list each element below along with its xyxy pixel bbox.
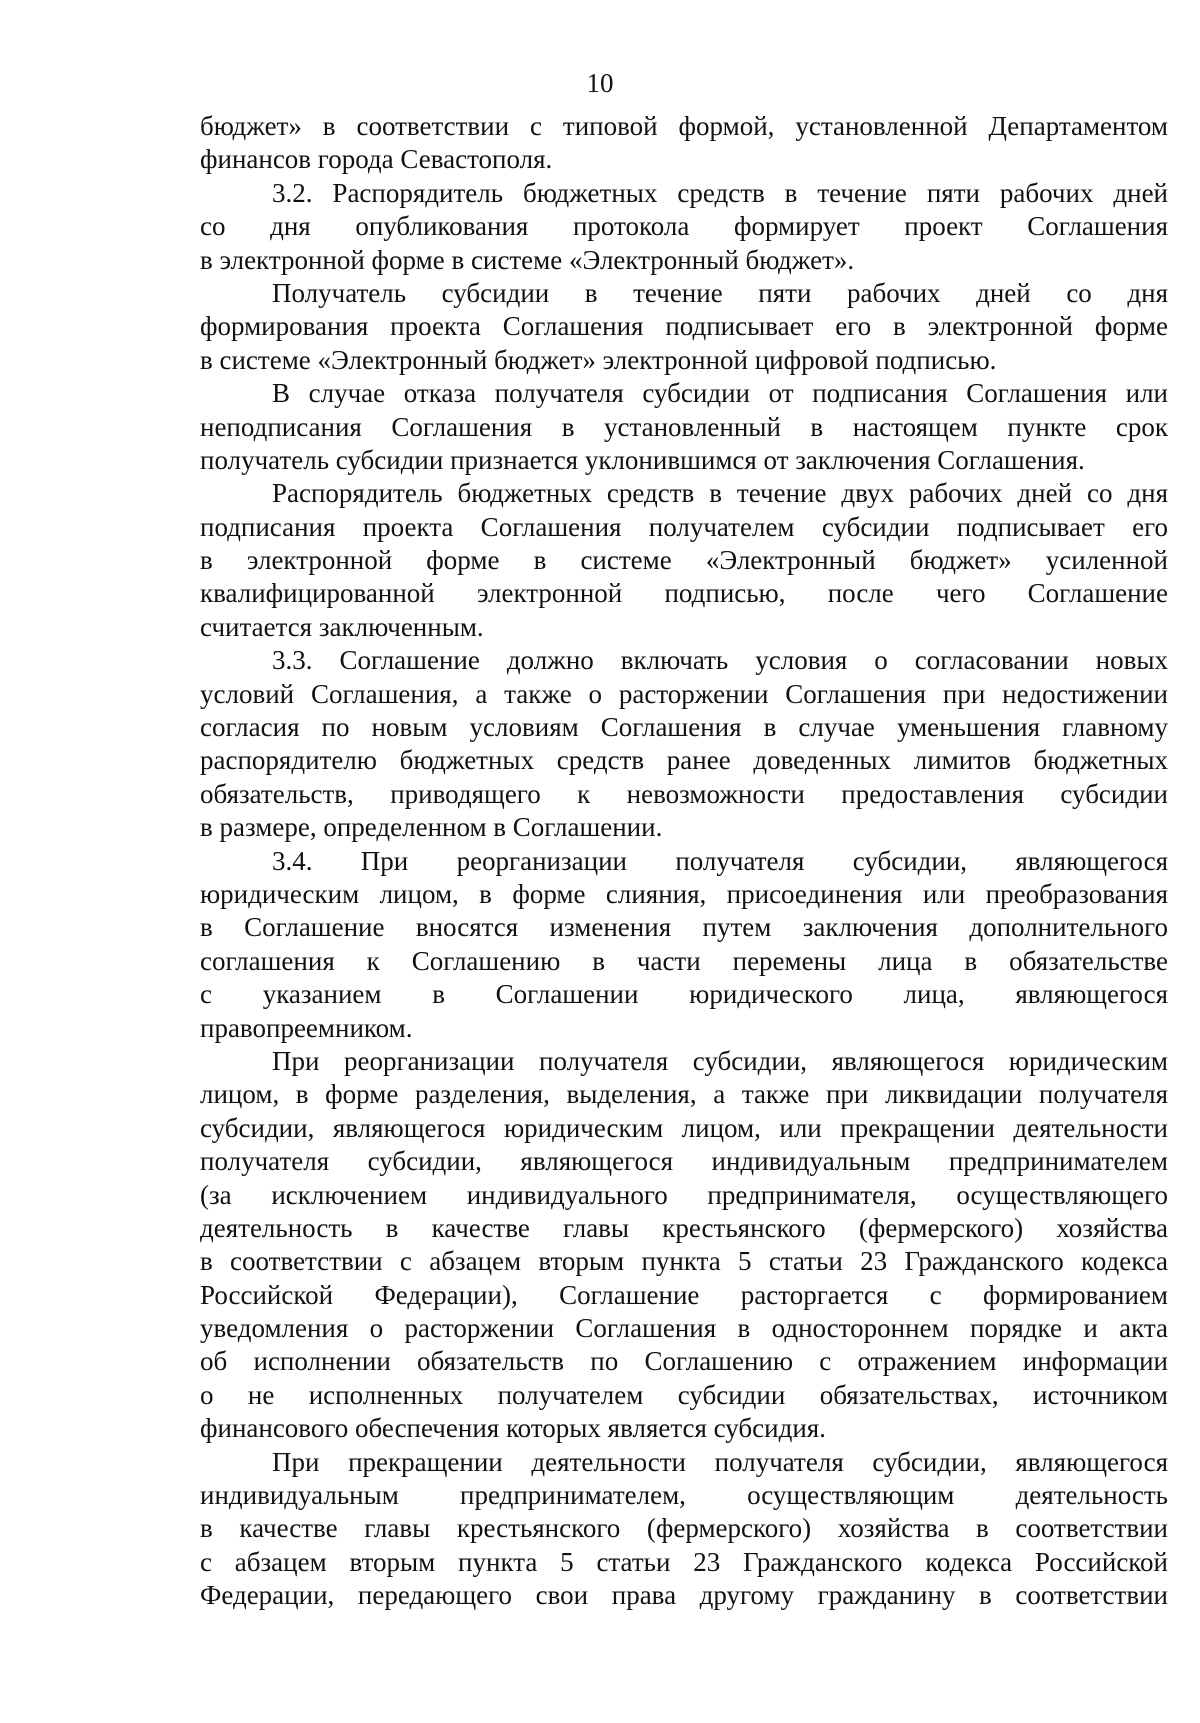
text-line: Российской Федерации), Соглашение расторгается с формированием: [200, 1279, 1168, 1310]
text-line: 3.4. При реорганизации получателя субсидии, являющегося: [272, 845, 1168, 876]
text-line: Федерации, передающего свои права другому гражданину в соответствии: [200, 1580, 1168, 1611]
text-line: с указанием в Соглашении юридического лица, являющегося: [200, 979, 1168, 1010]
text-line: индивидуальным предпринимателем, осуществляющим деятельность: [200, 1480, 1168, 1511]
text-line: распорядителю бюджетных средств ранее доведенных лимитов бюджетных: [200, 745, 1168, 776]
text-line: субсидии, являющегося юридическим лицом, или прекращении деятельности: [200, 1112, 1168, 1143]
paragraph: [200, 377, 1168, 477]
text-line: со дня опубликования протокола формирует проект Соглашения: [200, 211, 1168, 242]
text-line: При прекращении деятельности получателя субсидии, являющегося: [272, 1446, 1168, 1477]
text-line: При реорганизации получателя субсидии, являющегося юридическим: [272, 1045, 1168, 1076]
text-line: формирования проекта Соглашения подписывает его в электронной форме: [200, 311, 1168, 342]
text-line: в размере, определенном в Соглашении.: [200, 812, 663, 843]
paragraph: [200, 845, 1168, 1045]
text-line: юридическим лицом, в форме слияния, присоединения или преобразования: [200, 878, 1168, 909]
text-line: об исполнении обязательств по Соглашению с отражением информации: [200, 1346, 1168, 1377]
text-line: деятельность в качестве главы крестьянского (фермерского) хозяйства: [200, 1212, 1168, 1243]
text-line: с абзацем вторым пункта 5 статьи 23 Гражданского кодекса Российской: [200, 1546, 1168, 1577]
text-line: подписания проекта Соглашения получателем субсидии подписывает его: [200, 511, 1168, 542]
paragraph: [200, 477, 1168, 644]
text-line: в Соглашение вносятся изменения путем заключения дополнительного: [200, 912, 1168, 943]
text-line: получатель субсидии признается уклонившимся от заключения Соглашения.: [200, 444, 1085, 475]
text-line: неподписания Соглашения в установленный в настоящем пункте срок: [200, 411, 1168, 442]
text-line: в качестве главы крестьянского (фермерского) хозяйства в соответствии: [200, 1513, 1168, 1544]
text-line: условий Соглашения, а также о расторжении Соглашения при недостижении: [200, 678, 1168, 709]
text-line: (за исключением индивидуального предпринимателя, осуществляющего: [200, 1179, 1168, 1210]
paragraph: [200, 1045, 1168, 1446]
text-line: Получатель субсидии в течение пяти рабочих дней со дня: [272, 277, 1168, 308]
text-line: финансов города Севастополя.: [200, 144, 553, 175]
text-line: о не исполненных получателем субсидии обязательствах, источником: [200, 1379, 1168, 1410]
text-line: в электронной форме в системе «Электронный бюджет» усиленной: [200, 545, 1168, 576]
text-line: в системе «Электронный бюджет» электронной цифровой подписью.: [200, 344, 997, 375]
text-line: уведомления о расторжении Соглашения в одностороннем порядке и акта: [200, 1313, 1168, 1344]
text-line: 3.3. Соглашение должно включать условия о согласовании новых: [272, 645, 1168, 676]
text-line: лицом, в форме разделения, выделения, а также при ликвидации получателя: [200, 1079, 1168, 1110]
text-line: Распорядитель бюджетных средств в течение двух рабочих дней со дня: [272, 478, 1168, 509]
paragraph: [200, 644, 1168, 844]
paragraph: [200, 277, 1168, 377]
text-line: правопреемником.: [200, 1012, 413, 1043]
paragraph: [200, 1446, 1168, 1613]
text-line: в электронной форме в системе «Электронный бюджет».: [200, 244, 855, 275]
document-body: [200, 110, 1168, 1613]
paragraph: [200, 177, 1168, 277]
text-line: квалифицированной электронной подписью, после чего Соглашение: [200, 578, 1168, 609]
text-line: В случае отказа получателя субсидии от подписания Соглашения или: [272, 378, 1168, 409]
text-line: согласия по новым условиям Соглашения в случае уменьшения главному: [200, 712, 1168, 743]
text-line: 3.2. Распорядитель бюджетных средств в течение пяти рабочих дней: [272, 177, 1168, 208]
text-line: соглашения к Соглашению в части перемены лица в обязательстве: [200, 945, 1168, 976]
text-line: бюджет» в соответствии с типовой формой, установленной Департаментом: [200, 111, 1168, 141]
text-line: в соответствии с абзацем вторым пункта 5 статьи 23 Гражданского кодекса: [200, 1246, 1168, 1277]
text-line: получателя субсидии, являющегося индивидуальным предпринимателем: [200, 1146, 1168, 1177]
text-line: финансового обеспечения которых является субсидия.: [200, 1413, 826, 1444]
text-line: обязательств, приводящего к невозможности предоставления субсидии: [200, 778, 1168, 809]
page-number: 10: [586, 68, 614, 98]
text-line: считается заключенным.: [200, 611, 484, 642]
paragraph: [200, 110, 1168, 177]
